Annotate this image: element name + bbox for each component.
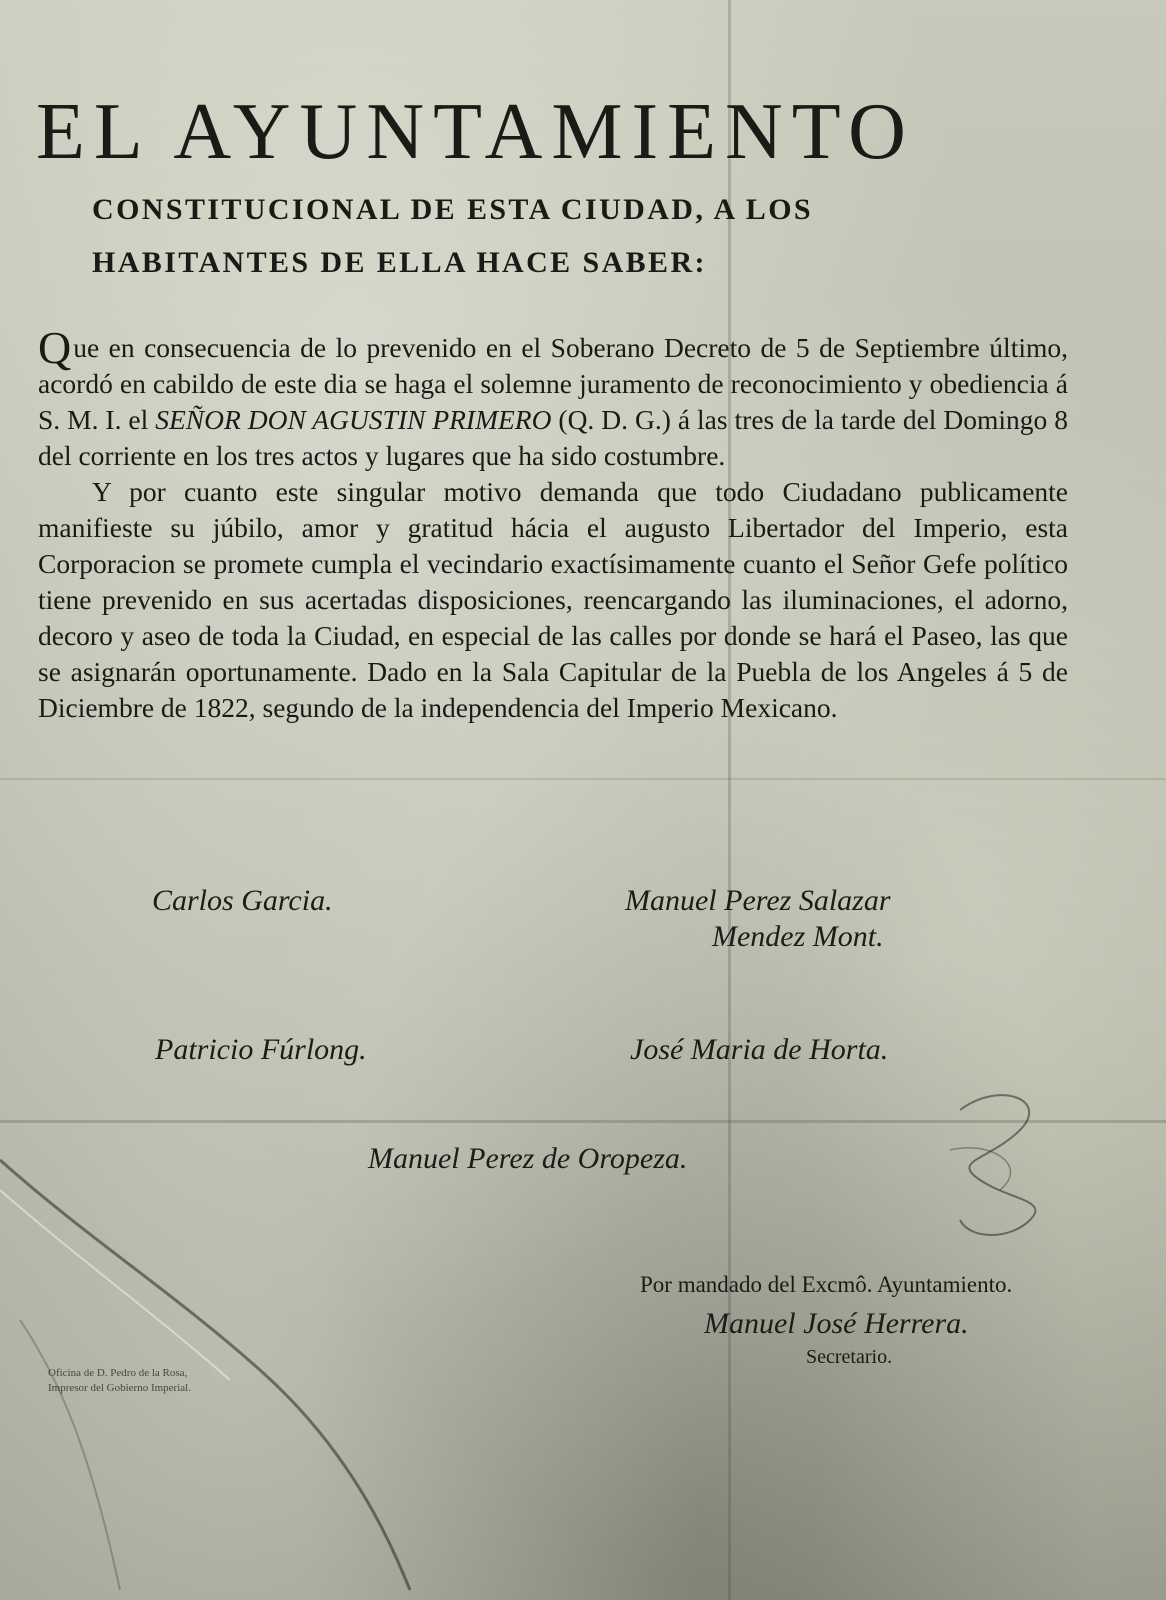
printer-imprint — [48, 1366, 278, 1396]
imprint-line-1: Oficina de D. Pedro de la Rosa, — [48, 1367, 188, 1379]
paragraph-2: Y por cuanto este singular motivo demanda que todo Ciudadano publicamente manifieste su júbilo, amor y gratitud hácia el augusto Libertador del Imperio, esta Corporacion se promete cumpla el vecindario exactísimamente cuanto el Señor Gefe político tiene prevenido en sus acertadas disposiciones, reencargando las iluminaciones, el adorno, decoro y aseo de toda la Ciudad, en especial de las calles por donde se hará el Paseo, las que se asignarán oportunamente. Dado en la Sala Capitular de la Puebla de los Angeles á 5 de Diciembre de 1822, segundo de la independencia del Imperio Mexicano. — [38, 476, 1068, 723]
subtitle-line-1: CONSTITUCIONAL DE ESTA CIUDAD, A LOS — [92, 193, 814, 226]
imprint-line-2: Impresor del Gobierno Imperial. — [48, 1382, 191, 1394]
proclamation-body — [38, 322, 1069, 726]
signature-carlos-garcia: Carlos Garcia. — [152, 884, 333, 917]
signature-mendez-mont: Mendez Mont. — [712, 920, 884, 953]
emperor-name: SEÑOR DON AGUSTIN PRIMERO — [155, 404, 552, 435]
subtitle-line-2: HABITANTES DE ELLA HACE SABER: — [92, 246, 707, 279]
horizontal-fold-crease-faint — [0, 778, 1166, 780]
drop-cap: Q — [38, 322, 72, 373]
signature-manuel-perez-salazar: Manuel Perez Salazar — [625, 884, 891, 917]
secretary-title: Secretario. — [806, 1346, 893, 1368]
handwritten-rubric-flourish — [940, 1070, 1060, 1250]
paragraph-1-text-a: ue en consecuencia de lo prevenido en el Soberano Decreto de 5 de Septiembre último, acordó en cabildo de este dia se haga el solemne juramento de reconocimiento y obediencia á S. M. I. el — [38, 332, 1068, 435]
proclamation-title: EL AYUNTAMIENTO — [36, 88, 915, 176]
paragraph-1 — [38, 322, 1069, 474]
signature-jose-maria-de-horta: José Maria de Horta. — [630, 1033, 889, 1066]
attestation-line: Por mandado del Excmô. Ayuntamiento. — [640, 1272, 1013, 1297]
paper-tear-lines — [0, 1120, 420, 1600]
signature-patricio-furlong: Patricio Fúrlong. — [155, 1033, 367, 1066]
secretary-signature: Manuel José Herrera. — [704, 1307, 969, 1340]
signature-manuel-perez-de-oropeza: Manuel Perez de Oropeza. — [368, 1142, 688, 1175]
proclamation-subtitle — [92, 183, 1092, 289]
paragraph-1-text-b: (Q. D. G.) á las tres de la tarde del Domingo 8 del corriente en los tres actos y lugares que ha sido costumbre. — [38, 404, 1069, 471]
